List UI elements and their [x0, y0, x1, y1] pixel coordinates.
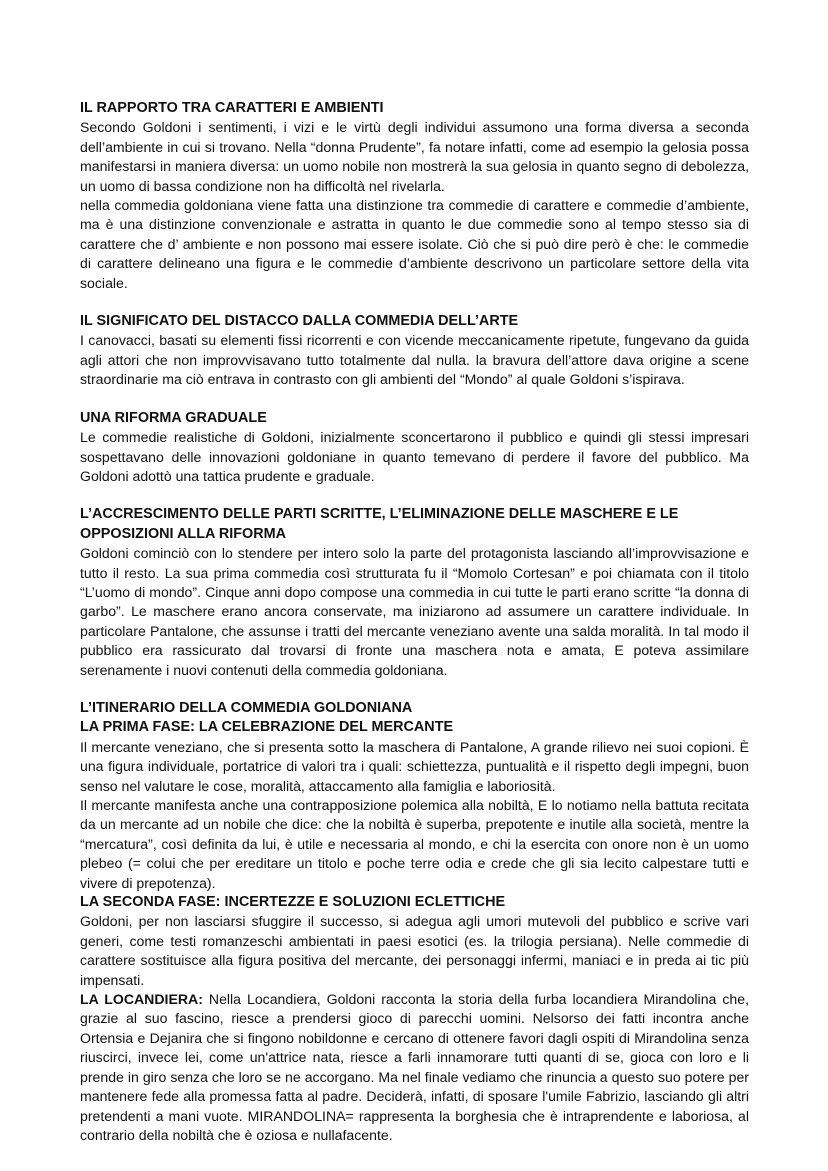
paragraph: nella commedia goldoniana viene fatta una distinzione tra commedie di carattere e commedie d’ambiente, ma è una distinzione convenzionale e astratta in quanto le due commedie sono al tempo stesso sia di carattere che d’ ambiente e non possono mai essere isolate. Ciò che si può dire però è che: le commedie di carattere delineano una figura e le commedie d’ambiente descrivono un particolare settore della vita sociale. — [80, 197, 749, 291]
paragraph: Goldoni cominciò con lo stendere per intero solo la parte del protagonista lasciando all’improvvisazione e tutto il resto. La sua prima commedia così strutturata fu il “Momolo Cortesan” e poi chiamata con il titolo “L’uomo di mondo”. Cinque anni dopo compose una commedia in cui tutte le parti erano scritte “la donna di garbo”. Le maschere erano ancora conservate, ma iniziarono ad assumere un carattere individuale. In particolare Pantalone, che assunse i tratti del mercante veneziano avente una salda moralità. In tal modo il pubblico era rassicurato dal trovarsi di fronte una maschera nota e amata, E poteva assimilare serenamente i nuovi contenuti della commedia goldoniana. — [80, 545, 749, 678]
paragraph: I canovacci, basati su elementi fissi ricorrenti e con vicende meccanicamente ripetute, fungevano da guida agli attori che non improvvisavano tutto totalmente dal nulla. la bravura dell’attore dava origine a scene straordinarie ma ciò entrava in contrasto con gli ambienti del “Mondo” al quale Goldoni s’ispirava. — [80, 332, 749, 388]
heading-riforma-graduale: UNA RIFORMA GRADUALE — [80, 409, 267, 426]
paragraph: Secondo Goldoni i sentimenti, i vizi e le virtù degli individui assumono una forma diversa a seconda dell’ambiente in cui si trovano. Nella “donna Prudente”, fa notare infatti, come ad esempio la gelosia possa manifestarsi in maniera diversa: un uomo nobile non mostrerà la sua gelosia in quanto segno di debolezza, un uomo di bassa condizione non ha difficoltà nel rivelarla. — [80, 119, 749, 194]
document-body — [80, 99, 749, 1145]
paragraph: Il mercante manifesta anche una contrapposizione polemica alla nobiltà, E lo notiamo nella battuta recitata da un mercante ad un nobile che dice: che la nobiltà è superba, prepotente e inutile alla società, mentre la “mercatura”, così definita da lui, è utile e necessaria al mondo, e chi la esercita con onore non è un uomo plebeo (= colui che per ereditare un titolo e poche terre odia e crede che gli sia lecito calpestare tutti e vivere di prepotenza). — [80, 797, 749, 891]
heading-itinerario: L’ITINERARIO DELLA COMMEDIA GOLDONIANA — [80, 699, 413, 716]
paragraph: Il mercante veneziano, che si presenta sotto la maschera di Pantalone, A grande rilievo nei suoi copioni. È una figura individuale, portatrice di valori tra i quali: schiettezza, puntualità e il rispetto degli impegni, buon senso nel valutare le cose, moralità, attaccamento alla famiglia e laboriosità. — [80, 738, 749, 794]
heading-seconda-fase: LA SECONDA FASE: INCERTEZZE E SOLUZIONI ECLETTICHE — [80, 894, 506, 911]
paragraph: Goldoni, per non lasciarsi sfuggire il successo, si adegua agli umori mutevoli del pubblico e scrive vari generi, come testi romanzeschi ambientati in paesi esotici (es. la trilogia persiana). Nelle commedie di carattere sostituisce alla figura positiva del mercante, dei personaggi infermi, maniaci e in preda ai tic più impensati. — [80, 913, 749, 988]
heading-accrescimento: L’ACCRESCIMENTO DELLE PARTI SCRITTE, L’ELIMINAZIONE DELLE MASCHERE E LE OPPOSIZIONI ALLA RIFORMA — [80, 506, 679, 542]
locandiera-text: Nella Locandiera, Goldoni racconta la storia della furba locandiera Mirandolina che, grazie al suo fascino, riesce a prendersi gioco di parecchi uomini. Nelsorso dei fatti incontra anche Ortensia e Dejanira che si fingono nobildonne e cercano di ottenere favori dagli ospiti di Mirandolina senza riuscirci, invece lei, come un'attrice nata, riesce a farli innamorare tutti quanti di se, gioca con loro e li prende in giro senza che loro se ne accorgano. Ma nel finale vediamo che rinuncia a questo suo potere per mantenere fede alla promessa fatta al padre. Deciderà, infatti, di sposare l'umile Fabrizio, lasciando gli altri pretendenti a mani vuote. MIRANDOLINA= rappresenta la borghesia che è intraprendente e laboriosa, al contrario della nobiltà che è oziosa e nullafacente. — [80, 991, 749, 1143]
heading-distacco: IL SIGNIFICATO DEL DISTACCO DALLA COMMEDIA DELL’ARTE — [80, 313, 519, 330]
heading-prima-fase: LA PRIMA FASE: LA CELEBRAZIONE DEL MERCANTE — [80, 719, 454, 736]
locandiera-paragraph — [80, 990, 749, 1145]
locandiera-lead: LA LOCANDIERA: — [80, 991, 203, 1008]
paragraph: Le commedie realistiche di Goldoni, inizialmente sconcertarono il pubblico e quindi gli stessi impresari sospettavano delle innovazioni goldoniane in quanto temevano di perdere il favore del pubblico. Ma Goldoni adottò una tattica prudente e graduale. — [80, 429, 749, 484]
heading-rapporto: IL RAPPORTO TRA CARATTERI E AMBIENTI — [80, 100, 384, 116]
